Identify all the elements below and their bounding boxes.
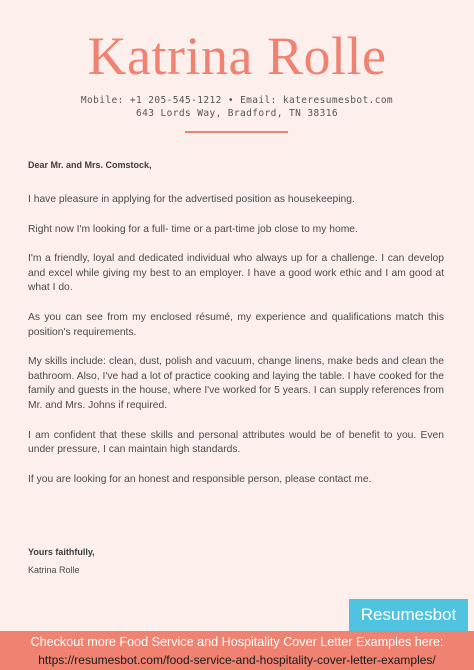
bullet-separator: • bbox=[227, 95, 234, 106]
footer-text: Checkout more Food Service and Hospitality Cover Letter Examples here: bbox=[30, 635, 444, 649]
paragraph: I'm a friendly, loyal and dedicated individual who always up for a challenge. I can develop and excel while giving my best to an employer. I have a good work ethic and I am good at what I do. bbox=[28, 253, 444, 294]
mobile-number: +1 205-545-1212 bbox=[129, 95, 222, 106]
paragraph: I am confident that these skills and personal attributes would be of benefit to you. Even under pressure, I can maintain high standards. bbox=[28, 429, 444, 456]
address-line: 643 Lords Way, Bradford, TN 38316 bbox=[136, 108, 338, 119]
contact-line bbox=[0, 95, 474, 106]
footer-link[interactable]: https://resumesbot.com/food-service-and-hospitality-cover-letter-examples/ bbox=[38, 653, 436, 667]
resumesbot-badge[interactable]: Resumesbot bbox=[349, 599, 468, 631]
email-address: kateresumesbot.com bbox=[282, 95, 394, 106]
paragraph: Right now I'm looking for a full- time or a part-time job close to my home. bbox=[28, 223, 358, 235]
paragraph: As you can see from my enclosed résumé, my experience and qualifications match this position's requirements. bbox=[28, 311, 444, 338]
salutation: Dear Mr. and Mrs. Comstock, bbox=[28, 160, 152, 170]
closing: Yours faithfully, bbox=[28, 547, 95, 557]
applicant-name: Katrina Rolle bbox=[87, 26, 387, 86]
signature-name: Katrina Rolle bbox=[28, 565, 80, 575]
paragraph: I have pleasure in applying for the advertised position as housekeeping. bbox=[28, 194, 355, 205]
mobile-label: Mobile: bbox=[80, 95, 124, 106]
footer-banner bbox=[0, 631, 474, 670]
email-label: Email: bbox=[240, 95, 277, 106]
paragraph: My skills include: clean, dust, polish and vacuum, change linens, make beds and clean the bathroom. Also, I've had a lot of practice cooking and laying the table. I have cooked for the family and guests in the house, where I've worked for 5 years. I can supply references from Mr. and Mrs. Johns if required. bbox=[28, 356, 444, 411]
paragraph: If you are looking for an honest and responsible person, please contact me. bbox=[28, 473, 372, 485]
letter-body bbox=[28, 160, 444, 502]
header-divider bbox=[185, 131, 288, 133]
